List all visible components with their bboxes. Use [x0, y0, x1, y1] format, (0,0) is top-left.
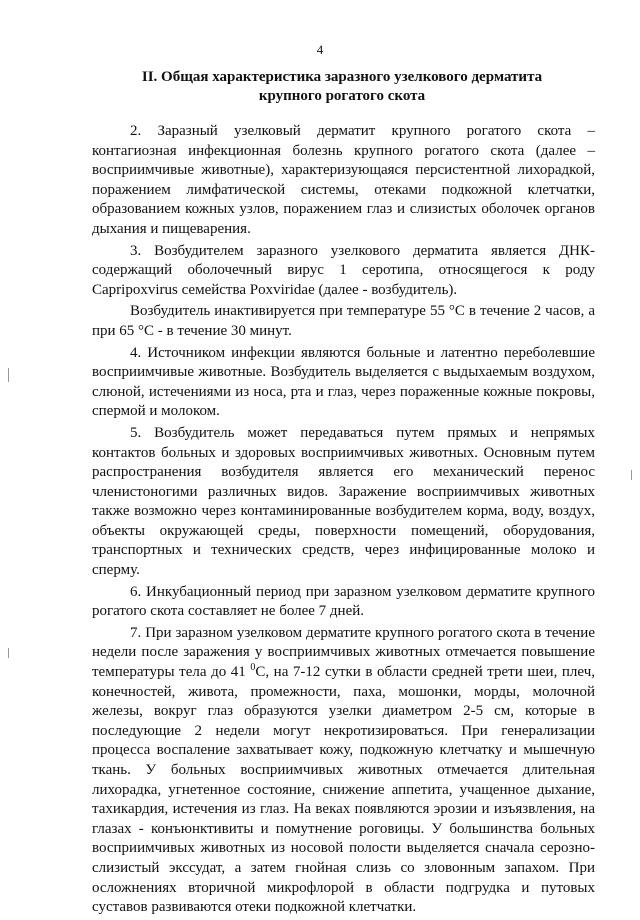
section-heading — [92, 68, 592, 106]
paragraph-5: 5. Возбудитель может передаваться путем прямых и непрямых контактов больных и здоровых восприимчивых животных. Основным путем распространения возбудителя является его механический перенос членистоногими различных видов. Заражение восприимчивых животных также возможно через контаминированные возбудителем корма, воду, воздух, объекты окружающей среды, поверхности помещений, оборудования, транспортных и технических средств, через инфицированные молоко и сперму. — [92, 424, 595, 579]
paragraph-2: 2. Заразный узелковый дерматит крупного рогатого скота – контагиозная инфекционная болезнь крупного рогатого скота (далее – восприимчивые животные), характеризующаяся персистентной лихорадкой, поражением лимфатической системы, отеками подкожной клетчатки, образованием кожных узлов, поражением глаз и слизистых оболочек органов дыхания и пищеварения. — [92, 123, 595, 237]
paragraph-3: 3. Возбудителем заразного узелкового дерматита является ДНК-содержащий оболочечный вирус 1 серотипа, относящегося к роду Capripoxvirus семейства Poxviridae (далее - возбудитель). — [92, 242, 595, 298]
paragraph-7-part-2: С, на 7-12 сутки в области средней трети шеи, плеч, конечностей, живота, промежности, паха, мошонки, морды, молочной железы, вокруг глаз образуются узелки диаметром 2-5 см, которые в последующие 2 недели могут некротизироваться. При генерализации процесса воспаление захватывает кожу, подкожную клетчатку и мышечную ткань. У больных восприимчивых животных отмечается длительная лихорадка, угнетенное состояние, снижение аппетита, учащенное дыхание, тахикардия, истечения из глаз. На веках появляются эрозии и изъязвления, на глазах - конъюнктивиты и помутнение роговицы. У большинства больных восприимчивых животных из носовой полости выделяется сначала серозно-слизистый экссудат, а затем гнойная слизь со зловонным запахом. При осложнениях вторичной микрофлорой в области подгрудка и путовых суставов развиваются отеки подкожной клетчатки. — [92, 664, 595, 916]
paragraph-7 — [92, 624, 595, 918]
document-body — [92, 122, 595, 920]
scan-margin-mark — [8, 368, 9, 382]
paragraph-7-part-1: 7. При заразном узелковом дерматите крупного рогатого скота в течение недели после заражения у восприимчивых животных отмечается повышение температуры тела до 41 — [92, 624, 595, 681]
scan-margin-mark — [631, 470, 632, 480]
paragraph-3-inactivation: Возбудитель инактивируется при температуре 55 °С в течение 2 часов, а при 65 °С - в течение 30 минут. — [92, 303, 595, 339]
page-number: 4 — [316, 42, 324, 57]
paragraph-4: 4. Источником инфекции являются больные и латентно переболевшие восприимчивые животные. Возбудитель выделяется с выдыхаемым воздухом, слюной, истечениями из носа, рта и глаз, через пораженные кожные покровы, спермой и молоком. — [92, 344, 595, 420]
paragraph-6: 6. Инкубационный период при заразном узелковом дерматите крупного рогатого скота составляет не более 7 дней. — [92, 583, 595, 620]
section-heading-line-2: крупного рогатого скота — [258, 88, 426, 104]
section-heading-line-1: II. Общая характеристика заразного узелкового дерматита — [141, 69, 543, 85]
scan-margin-mark — [8, 648, 9, 658]
temperature-degree-superscript: 0 — [250, 662, 256, 674]
